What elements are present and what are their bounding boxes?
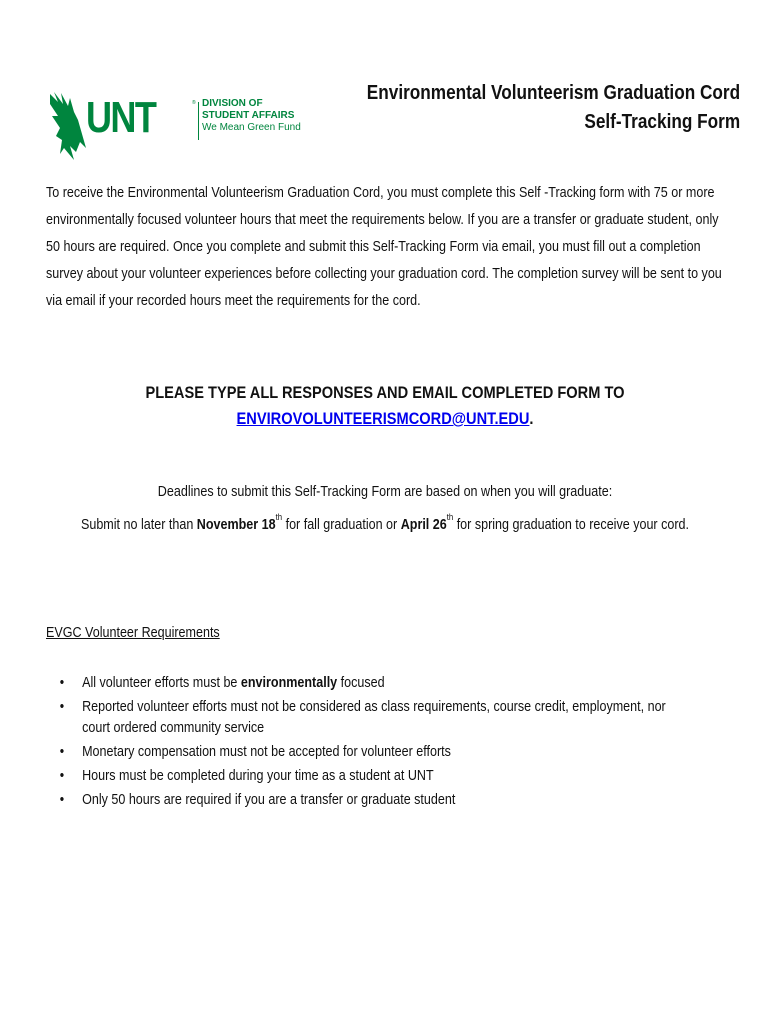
req-3: Monetary compensation must not be accepted for volunteer efforts [82, 744, 451, 760]
title-line-2: Self-Tracking Form [584, 111, 740, 133]
bullet-icon: • [59, 699, 65, 715]
division-line-1: DIVISION OF [202, 98, 263, 109]
email-link[interactable]: ENVIROVOLUNTEERISMCORD@UNT.EDU [236, 409, 530, 428]
email-notice [54, 380, 716, 432]
req-2: Reported volunteer efforts must not be considered as class requirements, course credit, employment, nor court ordered community service [82, 699, 666, 736]
req-1-pre: All volunteer efforts must be [82, 675, 241, 691]
fund-name: We Mean Green Fund [202, 122, 301, 133]
unt-logo [48, 90, 301, 162]
deadline-middle: for fall graduation or [282, 517, 401, 533]
list-item [58, 742, 686, 763]
list-item [58, 673, 686, 694]
deadline-prefix: Submit no later than [80, 517, 197, 533]
req-1-post: focused [337, 675, 385, 691]
bullet-icon: • [59, 768, 65, 784]
list-item [58, 697, 686, 739]
req-1-bold: environmentally [240, 675, 338, 691]
bullet-icon: • [59, 744, 65, 760]
spring-deadline: April 26 [400, 517, 447, 533]
logo-divider [198, 102, 199, 140]
deadline-dates [54, 514, 716, 536]
list-item [58, 790, 686, 811]
form-title [367, 79, 740, 137]
division-name [202, 98, 301, 134]
notice-line: PLEASE TYPE ALL RESPONSES AND EMAIL COMPLETED FORM TO [145, 383, 625, 402]
eagle-logo-icon [48, 90, 88, 162]
division-line-2: STUDENT AFFAIRS [202, 110, 295, 121]
fall-deadline-sup: th [275, 512, 283, 522]
deadline-suffix: for spring graduation to receive your cord. [453, 517, 690, 533]
deadline-intro: Deadlines to submit this Self-Tracking Form are based on when you will graduate: [157, 484, 613, 500]
notice-period: . [529, 409, 534, 428]
title-line-1: Environmental Volunteerism Graduation Cord [366, 82, 740, 104]
bullet-icon: • [59, 675, 65, 691]
bullet-icon: • [59, 792, 65, 808]
unt-wordmark: UNT [86, 93, 156, 142]
req-5: Only 50 hours are required if you are a transfer or graduate student [82, 792, 456, 808]
list-item [58, 766, 686, 787]
spring-deadline-sup: th [446, 512, 454, 522]
intro-paragraph: To receive the Environmental Volunteerism Graduation Cord, you must complete this Self -Tracking form with 75 or more environmentally focused volunteer hours that meet the requirements below. If you are a transfer or graduate student, only 50 hours are required. Once you complete and submit this Self-Tracking Form via email, you must fill out a completion survey about your volunteer experiences before collecting your graduation cord. The completion survey will be sent to you via email if your recorded hours meet the requirements for the cord. [46, 185, 722, 309]
fall-deadline: November 18 [196, 517, 276, 533]
requirements-list [58, 673, 686, 814]
requirements-heading: EVGC Volunteer Requirements [46, 625, 220, 641]
req-4: Hours must be completed during your time as a student at UNT [82, 768, 434, 784]
trademark-symbol: ® [192, 100, 196, 106]
